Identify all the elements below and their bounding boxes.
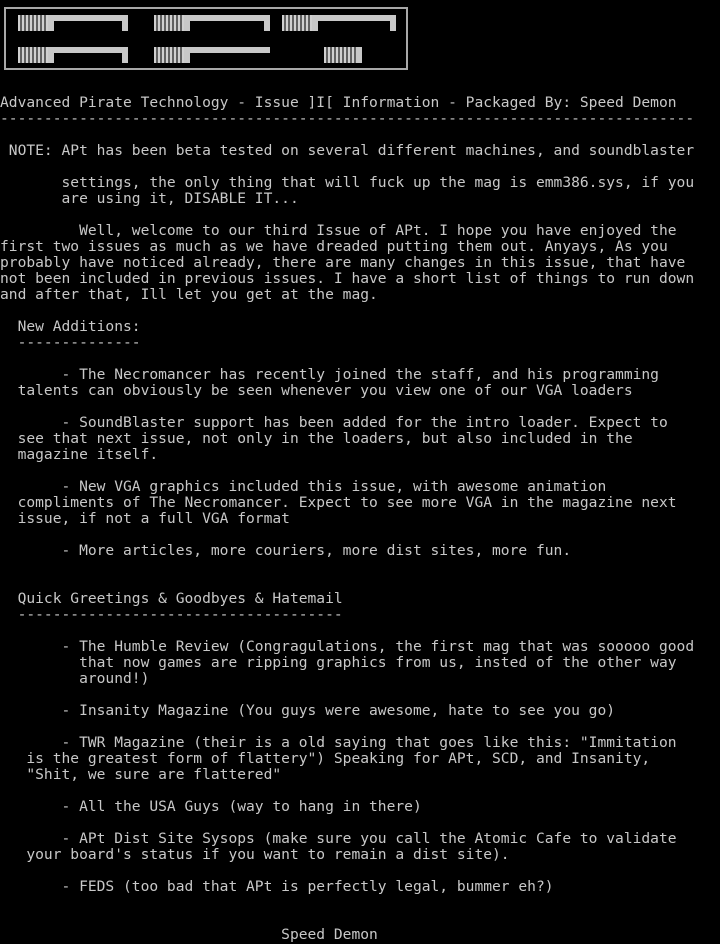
list-item: your board's status if you want to remain a dist site). — [0, 846, 510, 863]
logo-block — [48, 21, 54, 31]
header-rule: ------------------------------------------------------------------------------- — [0, 110, 695, 127]
list-item: around!) — [0, 670, 150, 687]
logo-block — [18, 15, 48, 31]
list-item: - Insanity Magazine (You guys were awesome, hate to see you go) — [0, 702, 616, 719]
note-line: NOTE: APt has been beta tested on several different machines, and soundblaster — [0, 142, 695, 159]
list-item: - APt Dist Site Sysops (make sure you call the Atomic Cafe to validate — [0, 830, 677, 847]
list-item: - The Humble Review (Congragulations, the first mag that was sooooo good — [0, 638, 695, 655]
section-heading: New Additions: — [0, 318, 141, 335]
logo-block — [48, 15, 128, 21]
logo-block — [122, 53, 128, 63]
list-item: magazine itself. — [0, 446, 159, 463]
logo-block — [282, 15, 312, 31]
section-rule: ------------------------------------- — [0, 606, 343, 623]
list-item: - SoundBlaster support has been added for the intro loader. Expect to — [0, 414, 668, 431]
list-item: compliments of The Necromancer. Expect to see more VGA in the magazine next — [0, 494, 677, 511]
list-item: that now games are ripping graphics from us, insted of the other way — [0, 654, 677, 671]
logo-block — [184, 47, 270, 53]
intro-line: first two issues as much as we have dreaded putting them out. Anyays, As you — [0, 238, 668, 255]
logo-block — [122, 21, 128, 31]
intro-line: not been included in previous issues. I have a short list of things to run down — [0, 270, 695, 287]
list-item: - FEDS (too bad that APt is perfectly legal, bummer eh?) — [0, 878, 554, 895]
logo-block — [154, 47, 184, 63]
logo-block — [184, 15, 270, 21]
note-line: are using it, DISABLE IT... — [0, 190, 299, 207]
section-heading: Quick Greetings & Goodbyes & Hatemail — [0, 590, 343, 607]
logo-block — [184, 21, 190, 31]
list-item: see that next issue, not only in the loaders, but also included in the — [0, 430, 633, 447]
logo-block — [312, 15, 396, 21]
logo-block — [154, 15, 184, 31]
note-line: settings, the only thing that will fuck up the mag is emm386.sys, if you — [0, 174, 695, 191]
section-rule: -------------- — [0, 334, 141, 351]
logo-block — [312, 21, 318, 31]
logo-block — [18, 47, 48, 63]
list-item: talents can obviously be seen whenever you view one of our VGA loaders — [0, 382, 633, 399]
list-item: is the greatest form of flattery") Speaking for APt, SCD, and Insanity, — [0, 750, 651, 767]
list-item: - The Necromancer has recently joined the staff, and his programming — [0, 366, 659, 383]
logo-block — [356, 47, 362, 63]
list-item: - TWR Magazine (their is a old saying that goes like this: "Immitation — [0, 734, 677, 751]
header-title: Advanced Pirate Technology - Issue ]I[ Information - Packaged By: Speed Demon — [0, 94, 677, 111]
logo-block — [48, 47, 128, 53]
list-item: "Shit, we sure are flattered" — [0, 766, 282, 783]
list-item: - New VGA graphics included this issue, with awesome animation — [0, 478, 607, 495]
signature: Speed Demon — [0, 926, 378, 943]
intro-line: probably have noticed already, there are many changes in this issue, that have — [0, 254, 686, 271]
logo-block — [264, 21, 270, 31]
list-item: issue, if not a full VGA format — [0, 510, 290, 527]
list-item: - All the USA Guys (way to hang in there) — [0, 798, 422, 815]
list-item: - More articles, more couriers, more dist sites, more fun. — [0, 542, 572, 559]
logo-block — [390, 21, 396, 31]
intro-line: Well, welcome to our third Issue of APt. I hope you have enjoyed the — [0, 222, 677, 239]
apt-logo — [4, 7, 408, 70]
logo-block — [48, 53, 54, 63]
logo-block — [324, 47, 356, 63]
logo-block — [184, 53, 190, 63]
intro-line: and after that, Ill let you get at the mag. — [0, 286, 378, 303]
